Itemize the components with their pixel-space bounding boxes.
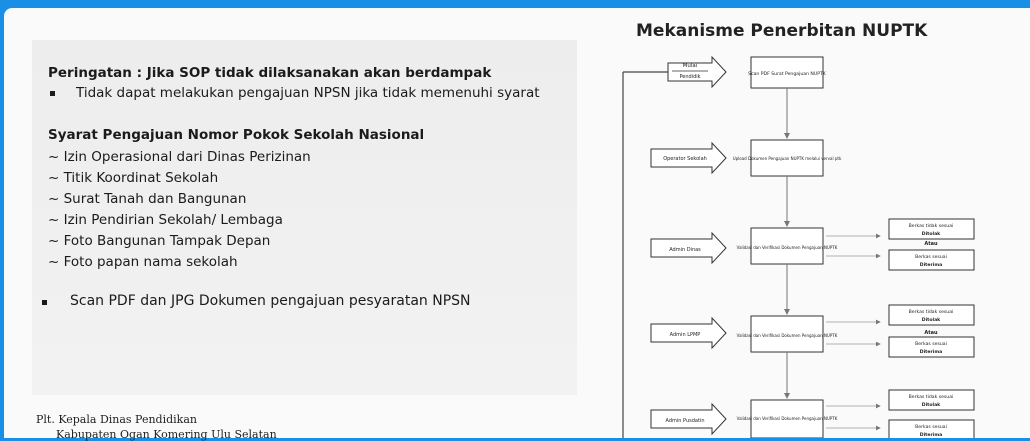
reject-label: Berkas tidak sesuai xyxy=(908,310,954,315)
reject-label: Berkas tidak sesuai xyxy=(908,395,954,400)
or-label: Atau xyxy=(924,330,938,336)
step-label: Validasi dan Verifikasi Dokumen Pengajuan NUPTK xyxy=(736,333,838,338)
actor-arrow-pendidik xyxy=(668,57,726,87)
step-label: Upload Dokumen Pengajuan NUPTK melalui verval ptk xyxy=(732,156,842,161)
accept-label: Berkas sesuai xyxy=(915,342,947,347)
accept-box xyxy=(889,420,974,438)
accept-box xyxy=(889,337,974,357)
warning-heading: Peringatan : Jika SOP tidak dilaksanakan akan berdampak xyxy=(48,65,492,81)
accept-box xyxy=(889,250,974,270)
step-box xyxy=(737,400,838,438)
accept-label: Berkas sesuai xyxy=(915,425,947,430)
or-label: Atau xyxy=(924,241,938,247)
footer-signatory: Plt. Kepala Dinas Pendidikan xyxy=(36,413,197,426)
actor-label: Admin Dinas xyxy=(669,247,701,253)
reject-box xyxy=(889,305,974,325)
actor-label: Pendidik xyxy=(679,74,701,80)
actor-arrow-operator xyxy=(651,143,726,173)
reject-status: Ditolak xyxy=(921,232,941,237)
warning-item: Tidak dapat melakukan pengajuan NPSN jika tidak memenuhi syarat xyxy=(76,85,540,101)
accept-status: Diterima xyxy=(919,263,943,268)
reject-status: Ditolak xyxy=(921,318,941,323)
start-label: Mulai xyxy=(682,63,698,69)
actor-arrow-admin-dinas xyxy=(651,233,726,263)
requirement-item: ~ Foto papan nama sekolah xyxy=(48,254,238,270)
accept-label: Berkas sesuai xyxy=(915,255,947,260)
reject-status: Ditolak xyxy=(921,403,941,408)
requirement-item: ~ Izin Pendirian Sekolah/ Lembaga xyxy=(48,212,283,228)
step-label: Scan PDF Surat Pengajuan NUPTK xyxy=(748,72,826,77)
actor-label: Operator Sekolah xyxy=(663,156,707,162)
actor-arrow-admin-lpmp xyxy=(651,318,726,348)
actor-label: Admin LPMP xyxy=(669,332,701,338)
scan-item: Scan PDF dan JPG Dokumen pengajuan pesyaratan NPSN xyxy=(70,293,471,309)
step-label: Validasi dan Verifikasi Dokumen Pengajuan NUPTK xyxy=(736,416,838,421)
actor-label: Admin Pusdatin xyxy=(665,418,705,424)
requirement-item: ~ Surat Tanah dan Bangunan xyxy=(48,191,247,207)
actor-arrow-admin-pusdatin xyxy=(651,404,726,434)
flowchart-title: Mekanisme Penerbitan NUPTK xyxy=(636,21,928,41)
footer-region: Kabupaten Ogan Komering Ulu Selatan xyxy=(56,428,277,441)
step-box xyxy=(737,316,838,352)
step-box xyxy=(733,140,842,176)
step-box xyxy=(737,228,838,264)
reject-box xyxy=(889,390,974,410)
step-box xyxy=(748,57,827,88)
requirements-heading: Syarat Pengajuan Nomor Pokok Sekolah Nasional xyxy=(48,127,425,143)
requirement-item: ~ Izin Operasional dari Dinas Perizinan xyxy=(48,149,311,165)
reject-label: Berkas tidak sesuai xyxy=(908,224,954,229)
step-label: Validasi dan Verifikasi Dokumen Pengajuan NUPTK xyxy=(736,245,838,250)
accept-status: Diterima xyxy=(919,350,943,355)
requirement-item: ~ Titik Koordinat Sekolah xyxy=(48,170,219,186)
requirement-item: ~ Foto Bangunan Tampak Depan xyxy=(48,233,271,249)
accept-status: Diterima xyxy=(919,433,943,438)
reject-box xyxy=(889,219,974,239)
